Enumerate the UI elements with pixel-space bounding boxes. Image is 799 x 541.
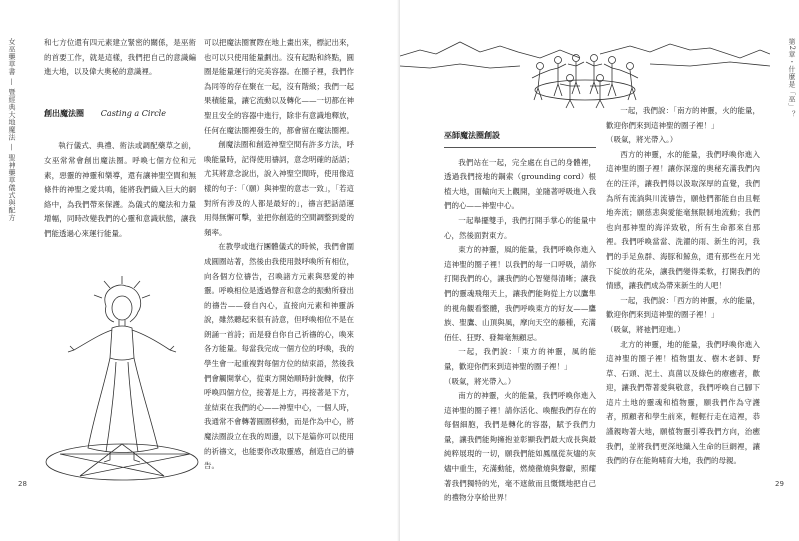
paragraph: 一起，我們說：「東方的神靈，風的能量，歡迎你們來到這神聖的圈子裡！」 bbox=[444, 347, 596, 371]
section-heading bbox=[44, 106, 196, 122]
section-heading: 巫師魔法圈創設 bbox=[444, 128, 596, 148]
heading-zh: 創出魔法圈 bbox=[44, 107, 84, 118]
right-page bbox=[400, 0, 799, 541]
paragraph: 我們站在一起，完全處在自己的身體裡，透過我們接地的鋼索（grounding cord）根植大地，面輸向天上觀開，並隨著呼吸進入我們的心——神聖中心。 bbox=[444, 157, 596, 211]
woman-pentagram-illustration bbox=[40, 276, 210, 486]
paragraph: 和七方位還有四元素建立緊密的關係，是巫術的首要工作，就是這樣，我們把自己的意識編進大地，以及偉大奧秘的意識裡。 bbox=[44, 38, 196, 77]
paragraph: 在教學或進行團體儀式的時候，我們會圍成圓圈站著，然後由我使用鼓呼喚所有相位，向各個方位禱告，召喚諸方元素與惡愛的神靈。呼喚相位是透過聲音和意念的振動所發出的禱告——發自內心，直接向元素和神靈訴說，雖然聽起來很有詩意，但呼喚相位不是在朗誦一首詩；而是發自你自己祈禱的心，喚來各方能量。每當我完成一個方位的呼喚，我的學生會一起重複對每個方位的結束語，然後我們會觸開掌心，從東方開始順時針旋轉，依序呼喚四個方位，接著是上方，再接著是下方，並結束在我們的心——神聖中心，一個人時，我通常不會轉著圓圈移動，而是作為中心，將魔法圈設立在我的周邊，以下是篇你可以使用的祈禱文，也能要你改取靈感，創造自己的禱告。 bbox=[204, 242, 354, 471]
paragraph: 執行儀式、典禮、術法或調配藥草之前，女巫常常會創出魔法圈。呼喚七個方位和元素，惡靈的神靈和樂導，還有讓神聖空間和無條件的神聖之愛共鳴，能將我們織入巨大的網絡中，為我們帶來保護。為儀式的魔法和力量增幅，同時改變我們的心靈和意識狀態，讓我們能透過心來運行能量。 bbox=[44, 141, 196, 238]
running-head-left: 女巫藥草書 — 暨經典大地魔法 — 聖神藥草儀式與配方 bbox=[8, 38, 16, 222]
heading-en: Casting a Circle bbox=[100, 108, 166, 118]
paragraph: 一起舉擺雙手，我們打開手掌心的能量中心，然後面對東方。 bbox=[444, 215, 596, 240]
paragraph: 可以把魔法圈實際在地上畫出來，標記出來，也可以只使用能量劃出。沒有起點和終點，圓圈是能量運行的完美容器。在圈子裡，我們作為同等的存在聚在一起，沒有階級；我們一起果積能量，讓它流動以及轉化——一切都在神聖且安全的容器中進行，除非有意識地釋放，任何在魔法圈裡發生的，都會留在魔法圈裡。 bbox=[204, 38, 354, 135]
paragraph: 一起，我們說：「西方的神靈，水的能量，歡迎你們來到這神聖的圈子裡！」 bbox=[606, 295, 760, 320]
people-circle-icon bbox=[532, 55, 638, 109]
right-column-1 bbox=[444, 128, 596, 506]
left-column-2 bbox=[204, 36, 354, 474]
paragraph: 一起，我們說：「南方的神靈，火的能量，歡迎你們來到這神聖的圈子裡！」 bbox=[606, 106, 760, 130]
running-head-right: 第2章・什麼是「巫」？ bbox=[788, 38, 796, 118]
paragraph: 東方的神靈，風的能量，我們呼喚你進入這神聖的圈子裡！以我們的每一口呼吸，請你打開我們的心，讓我們的心智變得清晰；讓我們的靈魂飛翔天上，讓我們能夠從上方以鷹隼的視角觀看整體，我們呼喚東方的好友——鷹族、聖鷹、山頂與風，摩向天空的藤種，充滿佰任、狂野、發舞毫無顧忌。 bbox=[444, 245, 596, 342]
mountain-ridge bbox=[400, 42, 580, 58]
paragraph: （吸氣，將光帶入。） bbox=[606, 135, 678, 145]
paragraph: 南方的神靈，火的能量，我們呼喚你進入這神聖的圈子裡！請你活化、喚醒我們存在的每個細胞，我們是轉化的容器，賦予我們力量，讓我們能夠擁抱並彰顯我們最大成長與最純粹展現的一切，願我們能如鳳凰從灰燼的灰燼中重生，充滿動能，燃燒徹燒與聲獻，照耀著我們獨特的光，毫不遮斂而且慨慨地把自己的禮物分享給世界！ bbox=[444, 391, 596, 503]
paragraph: 北方的神靈，地的能量，我們呼喚你進入這神聖的圈子裡！植物盟友、樹木老師、野草、石頭、泥土、真菌以及綠色的療癒者，歡迎，讓我們帶著愛與敬意，我們呼喚自己腳下這片土地的靈魂和植物靈，願我們作為守護者，照顧者和學生前來，輕輕行走在這裡，恭謹親吻著大地，願植物靈引導我們方向，治癒我們，並將我們更深地織入生命的巨網裡，讓我們的存在能夠哺育大地，我們的母親。 bbox=[606, 339, 760, 466]
ritual-circle-illustration bbox=[400, 28, 770, 110]
paragraph: 西方的神靈，水的能量，我們呼喚你進入這神聖的圈子裡！讓你深邃的奧秘充滿我們內在的汪洋，讓我們得以汲取深厚的直覺，我們為所有流淌與川流禱告，願他們都能自由且輕地奔流；願慈悲與愛能毫無限制地流動；我們也向那神聖的海洋致敬，所有生命都來自那裡。我們呼喚當當、洗濯的雨、新生的河，我們的手足魚群、海豚和鯨魚，還有那些在月光下綻放的花朵，讓我們變得柔軟，打開我們的情感，讓我們成為帶來新生的人吧！ bbox=[606, 149, 760, 291]
left-column-1 bbox=[44, 36, 196, 242]
page-number-left: 28 bbox=[18, 480, 27, 488]
paragraph: （吸氣，將祂們迎進。） bbox=[606, 324, 685, 334]
paragraph: （吸氣，將光帶入。） bbox=[444, 376, 516, 386]
page-number-right: 29 bbox=[775, 480, 784, 488]
right-column-2 bbox=[606, 104, 760, 469]
paragraph: 創魔法圈和創造神聖空間有許多方法，呼喚能量時，記得使用禱詞，意念明確的話語；尤其將意念說出，說入神聖空間時，使用像這樣的句子：「（願）與神聖的意志一致」，「若這對所有涉及的人都是最好的」，禱言把話語運用得無懈可擊，並把你創造的空間調整到愛的頻率。 bbox=[204, 140, 354, 237]
radiance-icon bbox=[94, 276, 150, 298]
left-page bbox=[0, 0, 399, 541]
